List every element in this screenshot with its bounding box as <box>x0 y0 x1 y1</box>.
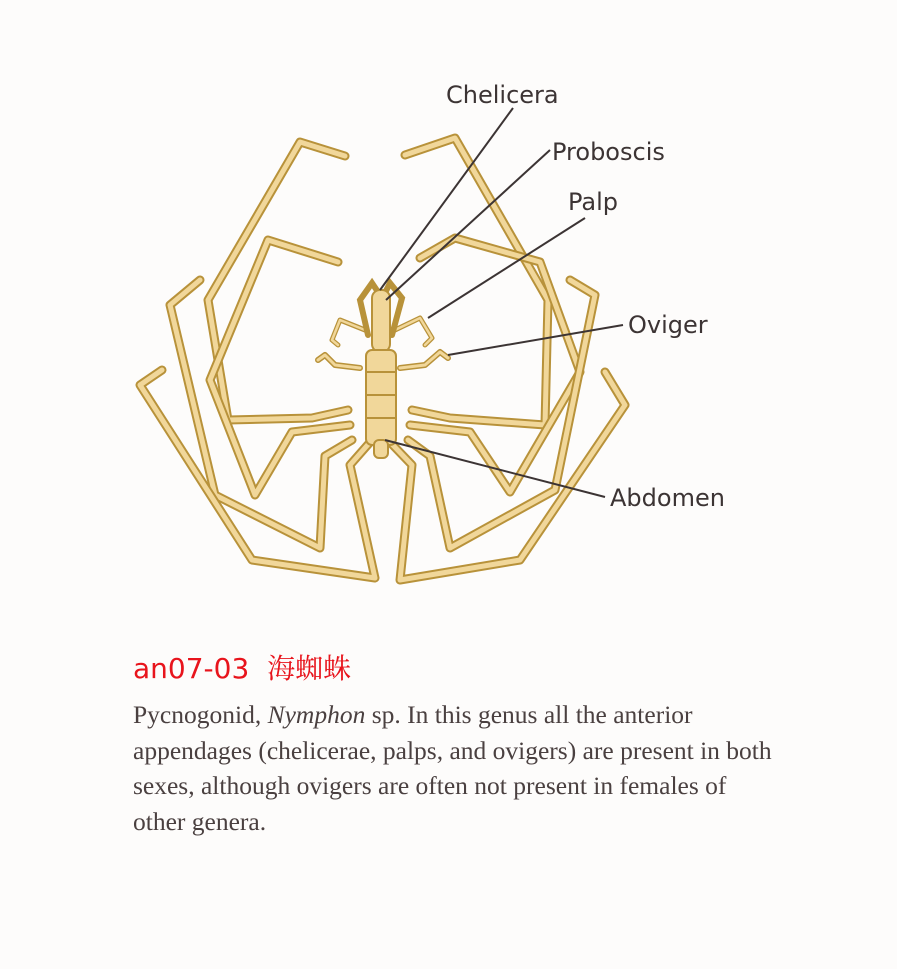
leg-1-left <box>208 142 348 420</box>
leader-lines <box>380 108 623 497</box>
caption-text-before: Pycnogonid, <box>133 700 268 729</box>
leg-1-right <box>405 138 548 425</box>
trunk <box>366 350 396 445</box>
abdomen <box>374 440 388 458</box>
caption-text-after: sp. In this genus all the anterior appendages (chelicerae, palps, and ovigers) are present in both sexes, although ovigers are often not present in females of other genera. <box>133 700 772 836</box>
label-abdomen: Abdomen <box>610 484 725 512</box>
leader-oviger <box>448 325 623 355</box>
label-oviger: Oviger <box>628 311 708 339</box>
leader-abdomen <box>385 440 605 497</box>
leg-4-right <box>388 372 625 580</box>
caption-genus: Nymphon <box>267 700 366 729</box>
label-palp: Palp <box>568 188 619 216</box>
leader-proboscis <box>386 150 550 300</box>
label-proboscis: Proboscis <box>552 138 665 166</box>
caption-text <box>133 697 773 839</box>
leg-4-left <box>140 370 375 578</box>
caption-id: an07-03 海蜘蛛 <box>133 652 352 685</box>
body <box>360 283 402 458</box>
label-chelicera: Chelicera <box>446 81 559 109</box>
